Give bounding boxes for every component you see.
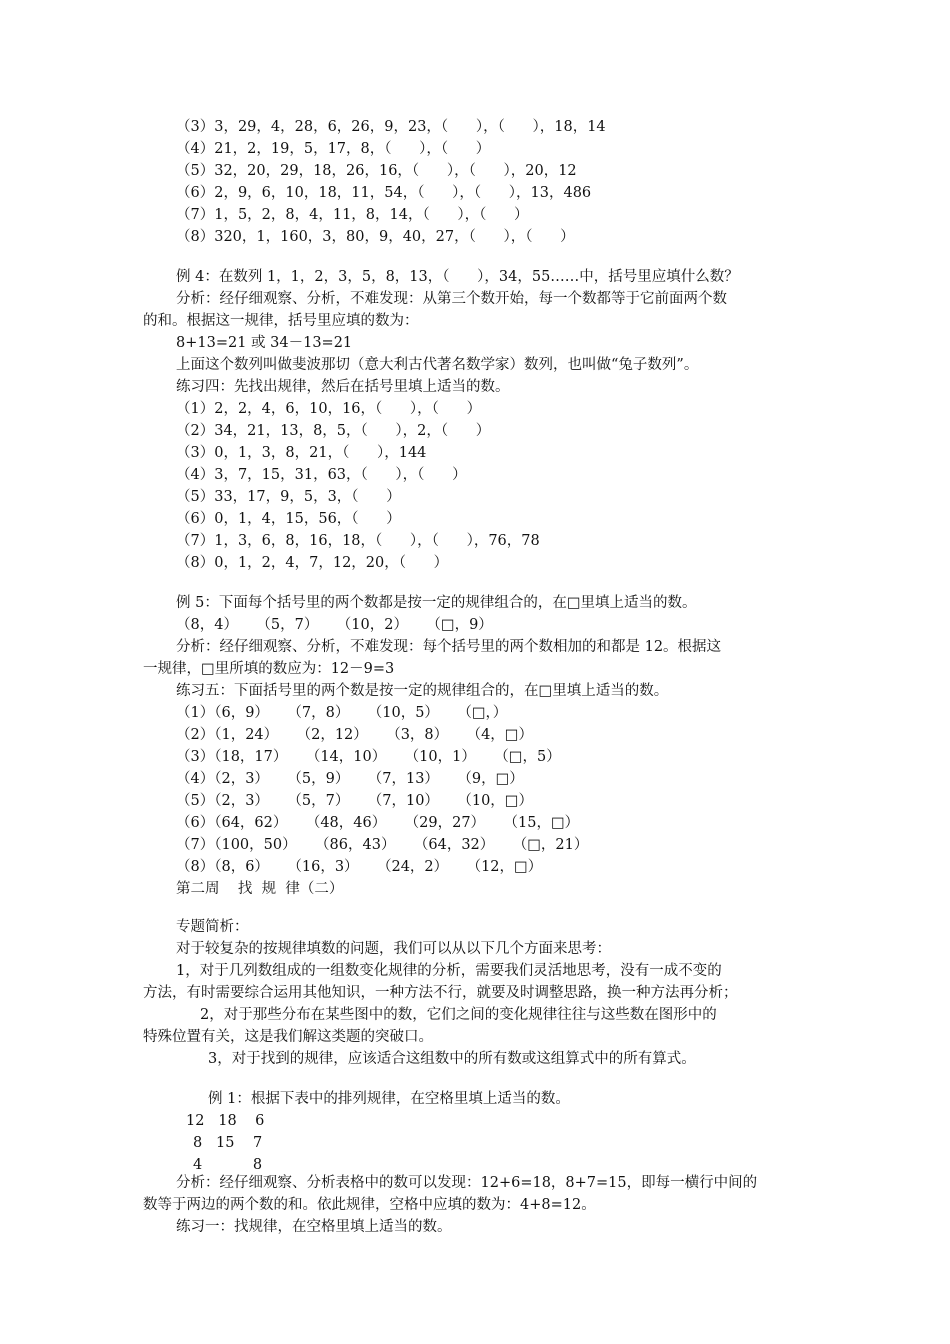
exercise1-heading: 练习一：找规律，在空格里填上适当的数。 xyxy=(176,1219,452,1235)
exercise3-item-8: （8）320，1，160，3，80，9，40，27，（ ），（ ） xyxy=(176,229,575,245)
exercise4-item-1: （1）2，2，4，6，10，16，（ ），（ ） xyxy=(176,401,482,417)
exercise5-item-6: （6）（64，62） （48，46） （29，27） （15，□） xyxy=(176,815,580,831)
exercise3-item-7: （7）1，5，2，8，4，11，8，14，（ ），（ ） xyxy=(176,207,529,223)
exercise4-item-3: （3）0，1，3，8，21，（ ），144 xyxy=(176,445,427,461)
example4-equation: 8+13=21 或 34－13=21 xyxy=(176,335,353,351)
tip-1: 1，对于几列数组成的一组数变化规律的分析，需要我们灵活地思考，没有一成不变的 xyxy=(176,963,722,979)
table-row-3: 4 8 xyxy=(193,1157,263,1173)
exercise4-heading: 练习四：先找出规律，然后在括号里填上适当的数。 xyxy=(176,379,510,395)
exercise3-item-6: （6）2，9，6，10，18，11，54，（ ），（ ），13，486 xyxy=(176,185,592,201)
exercise5-item-1: （1）（6，9） （7，8） （10，5） （□，） xyxy=(176,705,508,721)
example1-question: 例 1：根据下表中的排列规律，在空格里填上适当的数。 xyxy=(208,1091,570,1107)
tip-2-cont: 特殊位置有关，这是我们解这类题的突破口。 xyxy=(143,1029,433,1045)
exercise3-item-4: （4）21，2，19，5，17，8，（ ），（ ） xyxy=(176,141,491,157)
topic-intro-heading: 专题简析： xyxy=(176,919,249,935)
exercise3-item-3: （3）3，29，4，28，6，26，9，23，（ ），（ ），18，14 xyxy=(176,119,606,135)
tip-1-cont: 方法，有时需要综合运用其他知识，一种方法不行，就要及时调整思路，换一种方法再分析； xyxy=(143,985,738,1001)
exercise5-item-3: （3）（18，17） （14，10） （10，1） （□，5） xyxy=(176,749,561,765)
exercise5-item-5: （5）（2，3） （5，7） （7，10） （10，□） xyxy=(176,793,534,809)
example5-analysis-cont: 一规律，□里所填的数应为：12－9=3 xyxy=(143,661,395,677)
exercise4-item-2: （2）34，21，13，8，5，（ ），2，（ ） xyxy=(176,423,491,439)
topic-intro-text: 对于较复杂的按规律填数的问题，我们可以从以下几个方面来思考： xyxy=(176,941,611,957)
exercise5-item-2: （2）（1，24） （2，12） （3，8） （4，□） xyxy=(176,727,534,743)
fibonacci-note: 上面这个数列叫做斐波那切（意大利古代著名数学家）数列，也叫做“兔子数列”。 xyxy=(176,357,699,373)
tip-3: 3，对于找到的规律，应该适合这组数中的所有数或这组算式中的所有算式。 xyxy=(208,1051,696,1067)
exercise4-item-5: （5）33，17，9，5，3，（ ） xyxy=(176,489,401,505)
example4-analysis-cont: 的和。根据这一规律，括号里应填的数为： xyxy=(143,313,419,329)
example4-analysis: 分析：经仔细观察、分析，不难发现：从第三个数开始，每一个数都等于它前面两个数 xyxy=(176,291,727,307)
exercise5-item-4: （4）（2，3） （5，9） （7，13） （9，□） xyxy=(176,771,524,787)
example5-analysis: 分析：经仔细观察、分析，不难发现：每个括号里的两个数相加的和都是 12。根据这 xyxy=(176,639,722,655)
example4-question: 例 4：在数列 1，1，2，3，5，8，13，（ ），34，55……中，括号里应填什么数？ xyxy=(176,269,739,285)
table-row-2: 8 15 7 xyxy=(193,1135,263,1151)
example1-analysis-cont: 数等于两边的两个数的和。依此规律，空格中应填的数为：4+8=12。 xyxy=(143,1197,596,1213)
example5-question: 例 5：下面每个括号里的两个数都是按一定的规律组合的，在□里填上适当的数。 xyxy=(176,595,697,611)
tip-2: 2，对于那些分布在某些图中的数，它们之间的变化规律往往与这些数在图形中的 xyxy=(200,1007,717,1023)
exercise5-heading: 练习五：下面括号里的两个数是按一定的规律组合的，在□里填上适当的数。 xyxy=(176,683,669,699)
exercise4-item-8: （8）0，1，2，4，7，12，20，（ ） xyxy=(176,555,449,571)
exercise3-item-5: （5）32，20，29，18，26，16，（ ），（ ），20，12 xyxy=(176,163,577,179)
exercise5-item-8: （8）（8，6） （16，3） （24，2） （12，□） xyxy=(176,859,543,875)
exercise4-item-6: （6）0，1，4，15，56，（ ） xyxy=(176,511,401,527)
table-row-1: 12 18 6 xyxy=(186,1113,265,1129)
example5-pairs: （8，4） （5，7） （10，2） （□，9） xyxy=(176,617,493,633)
week2-heading: 第二周 找 规 律（二） xyxy=(176,881,344,897)
exercise5-item-7: （7）（100，50） （86，43） （64，32） （□，21） xyxy=(176,837,589,853)
example1-analysis: 分析：经仔细观察、分析表格中的数可以发现：12+6=18，8+7=15，即每一横行中间的 xyxy=(176,1175,758,1191)
exercise4-item-4: （4）3，7，15，31，63，（ ），（ ） xyxy=(176,467,467,483)
exercise4-item-7: （7）1，3，6，8，16，18，（ ），（ ），76，78 xyxy=(176,533,540,549)
